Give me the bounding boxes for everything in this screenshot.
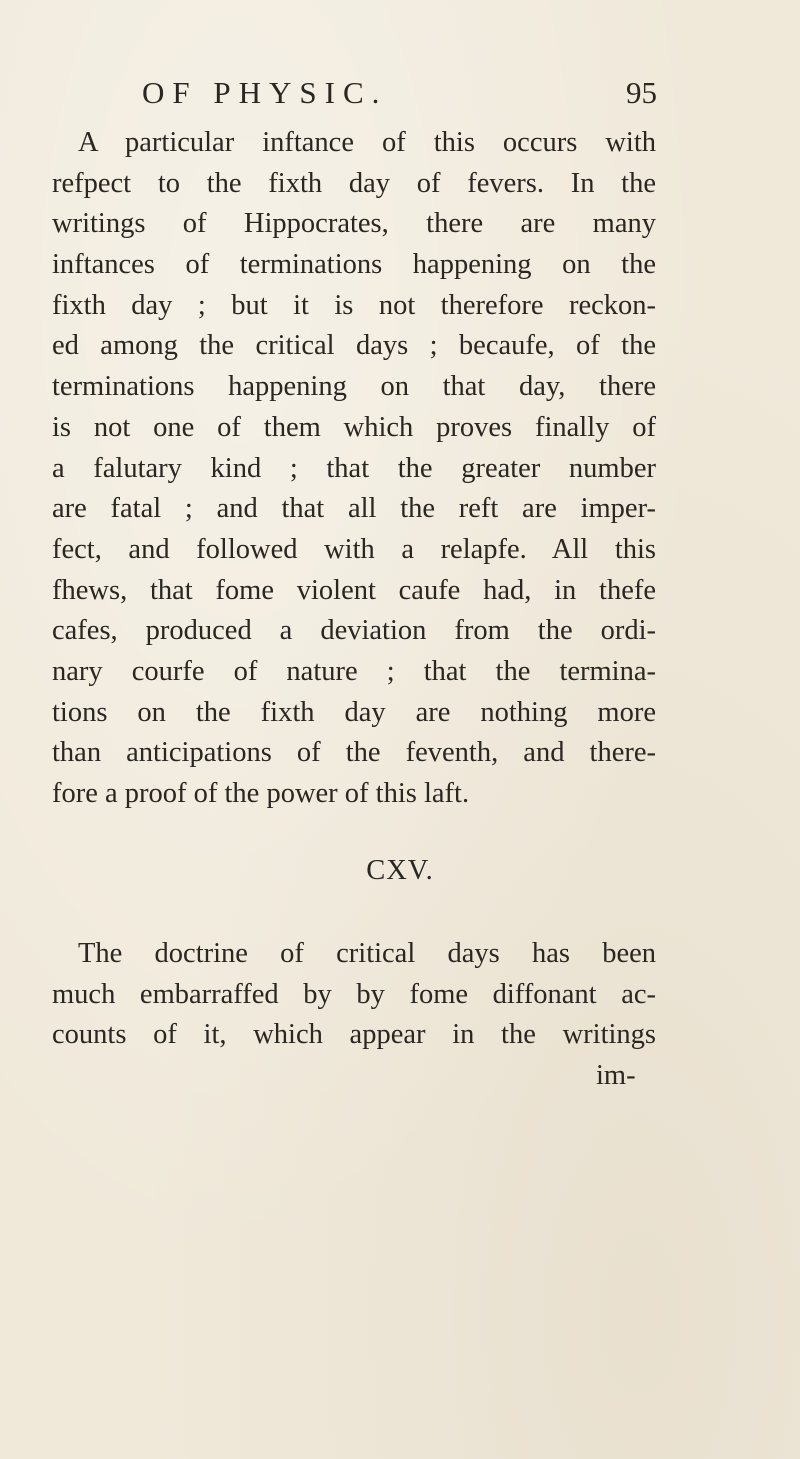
text-line: tions on the fixth day are nothing more [52, 696, 656, 728]
text-line: than anticipations of the feventh, and there- [52, 737, 656, 769]
text-line: refpect to the fixth day of fevers. In the [52, 167, 656, 199]
page-number: 95 [626, 75, 657, 110]
text-line: fore a proof of the power of this laft. [52, 778, 470, 809]
text-line: are fatal ; and that all the reft are imper- [52, 493, 656, 525]
text-line: cafes, produced a deviation from the ordi- [52, 615, 656, 647]
text-line: The doctrine of critical days has been [78, 938, 656, 969]
text-line: terminations happening on that day, there [52, 371, 656, 403]
text-line: fhews, that fome violent caufe had, in thefe [52, 574, 656, 606]
page-header [142, 72, 657, 114]
paragraph-1 [52, 123, 656, 815]
paragraph-2 [52, 934, 656, 1056]
running-title: OF PHYSIC. [142, 75, 388, 110]
text-line: much embarraffed by by fome diffonant ac- [52, 978, 656, 1010]
text-line: a falutary kind ; that the greater number [52, 452, 656, 484]
catchword: im- [596, 1060, 636, 1091]
text-line: writings of Hippocrates, there are many [52, 208, 656, 240]
text-line: inftances of terminations happening on the [52, 249, 656, 281]
section-heading: CXV. [366, 855, 434, 886]
text-line: fixth day ; but it is not therefore reckon- [52, 289, 656, 321]
text-line: nary courfe of nature ; that the termina- [52, 655, 656, 687]
text-line: A particular inftance of this occurs with [78, 127, 656, 158]
text-line: is not one of them which proves finally of [52, 411, 656, 443]
text-line: fect, and followed with a relapfe. All this [52, 533, 656, 565]
text-line: ed among the critical days ; becaufe, of the [52, 330, 656, 362]
text-line: counts of it, which appear in the writings [52, 1019, 656, 1051]
